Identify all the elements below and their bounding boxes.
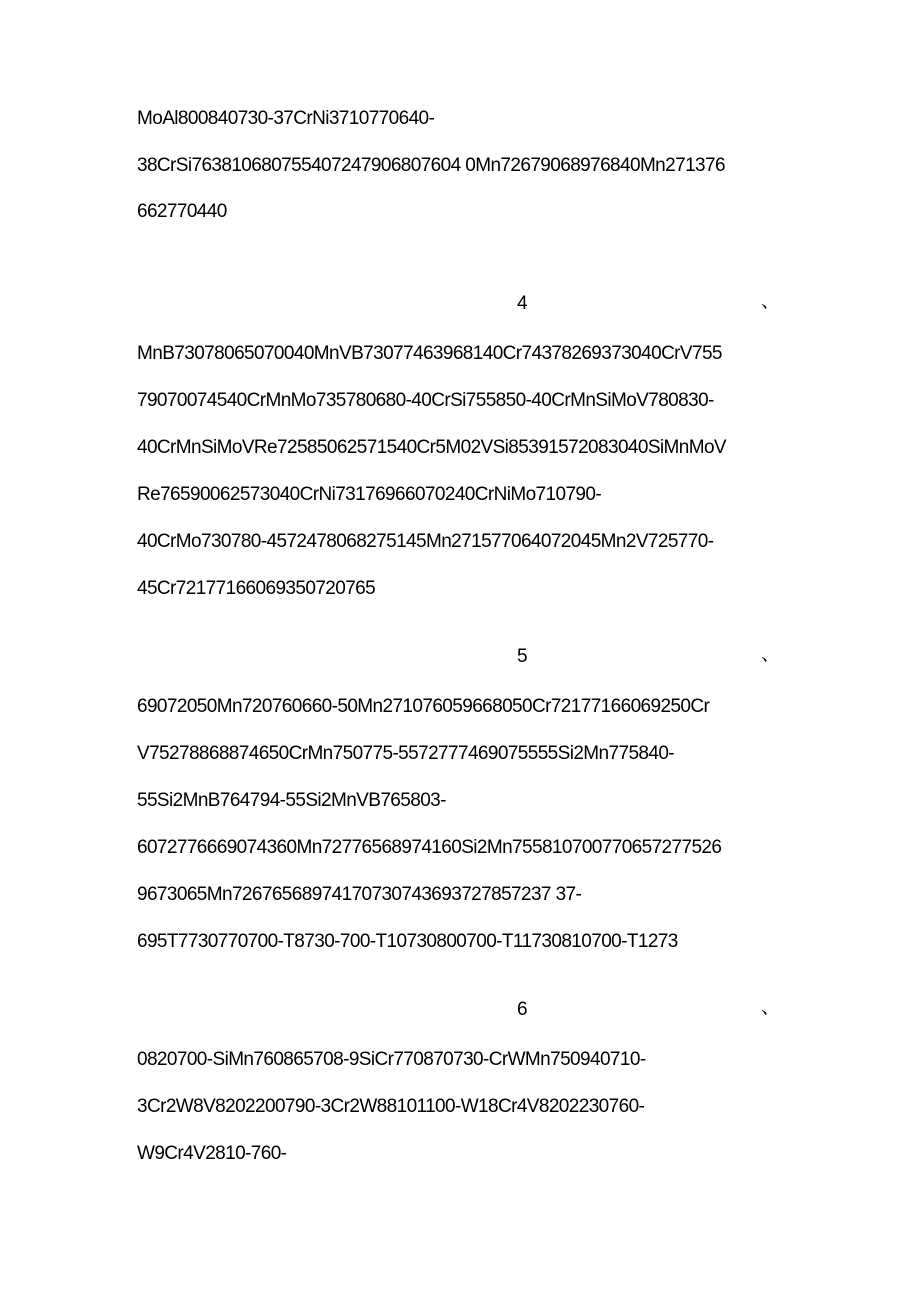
- text-line: Re76590062573040CrNi73176966070240CrNiMo710790-: [137, 484, 602, 505]
- section-number: 6: [517, 999, 528, 1020]
- text-line: 0820700-SiMn760865708-9SiCr770870730-CrWMn750940710-: [137, 1049, 646, 1070]
- text-line: 6072776669074360Mn72776568974160Si2Mn755810700770657277526: [137, 837, 722, 858]
- text-line: 40CrMo730780-4572478068275145Mn271577064072045Mn2V725770-: [137, 531, 714, 552]
- section-number: 5: [517, 646, 528, 667]
- text-line: 3Cr2W8V8202200790-3Cr2W88101100-W18Cr4V8202230760-: [137, 1096, 645, 1117]
- text-line: MoAl800840730-37CrNi3710770640-: [137, 108, 435, 129]
- text-line: W9Cr4V2810-760-: [137, 1143, 287, 1164]
- text-line: 45Cr72177166069350720765: [137, 578, 376, 599]
- section-number: 4: [517, 293, 528, 314]
- text-line: 695T7730770700-T8730-700-T10730800700-T11730810700-T1273: [137, 931, 678, 952]
- text-line: 79070074540CrMnMo735780680-40CrSi755850-40CrMnSiMoV780830-: [137, 390, 714, 411]
- text-line: MnB73078065070040MnVB73077463968140Cr74378269373040CrV755: [137, 343, 722, 364]
- text-line: 662770440: [137, 201, 227, 222]
- text-line: V75278868874650CrMn750775-5572777469075555Si2Mn775840-: [137, 743, 675, 764]
- text-line: 69072050Mn720760660-50Mn271076059668050Cr72177166069250Cr: [137, 696, 710, 717]
- section-mark: 、: [761, 644, 781, 665]
- text-line: 38CrSi763810680755407247906807604 0Mn72679068976840Mn271376: [137, 155, 725, 176]
- text-line: 40CrMnSiMoVRe72585062571540Cr5M02VSi85391572083040SiMnMoV: [137, 437, 726, 458]
- section-mark: 、: [761, 291, 781, 312]
- text-line: 55Si2MnB764794-55Si2MnVB765803-: [137, 790, 446, 811]
- section-mark: 、: [761, 997, 781, 1018]
- text-line: 9673065Mn72676568974170730743693727857237 37-: [137, 884, 582, 905]
